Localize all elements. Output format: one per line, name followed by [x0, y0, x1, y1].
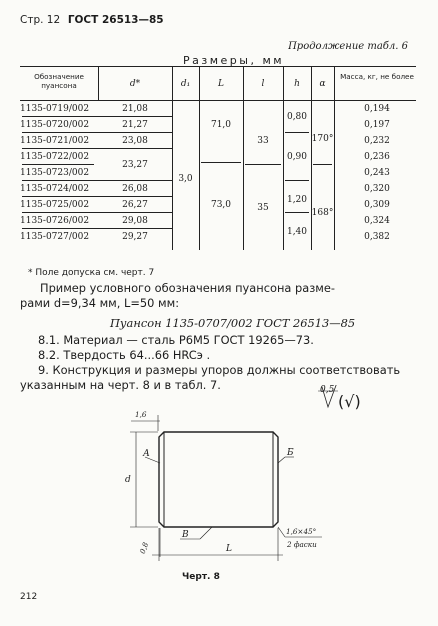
col-header-l: l — [261, 79, 265, 89]
col-header-mass: Масса, кг, не более — [340, 72, 414, 81]
clause-9-line-2: указанным на черт. 8 и в табл. 7. — [20, 378, 221, 392]
table-cell-mass: 0,236 — [364, 152, 390, 162]
example-line-1: Пример условного обозначения пуансона разме- — [40, 281, 335, 295]
table-cell-L-top: 71,0 — [210, 120, 232, 130]
table-row-designation: 1135-0726/002 — [20, 216, 90, 226]
col-header-alpha: α — [319, 79, 326, 89]
table-row-designation: 1135-0721/002 — [20, 136, 90, 146]
table-row-designation: 1135-0723/002 — [20, 168, 90, 178]
table-cell-mass: 0,324 — [364, 216, 390, 226]
example-line-2: рами d=9,34 мм, L=50 мм: — [20, 296, 180, 310]
col-header-h: h — [294, 79, 300, 89]
table-cell-d: 29,27 — [122, 232, 148, 242]
table-cell-alpha-top: 170° — [311, 134, 334, 144]
table-cell-alpha-bottom: 168° — [311, 208, 334, 218]
standard-number: ГОСТ 26513—85 — [67, 14, 164, 26]
page-number: 212 — [20, 592, 38, 602]
table-cell-d-merged: 23,27 — [122, 160, 148, 170]
chamfer-note: 2 фаски — [287, 540, 317, 549]
dimensions-table — [0, 0, 438, 270]
dim-0-8: 0,8 — [137, 541, 151, 555]
dim-1-6: 1,6 — [135, 410, 147, 419]
table-cell-L-bottom: 73,0 — [210, 200, 232, 210]
table-cell-d: 23,08 — [122, 136, 148, 146]
page-label: Стр. 12 — [20, 14, 61, 26]
figure-caption: Черт. 8 — [182, 572, 220, 582]
table-row-designation: 1135-0724/002 — [20, 184, 90, 194]
table-cell-d: 26,08 — [122, 184, 148, 194]
label-B: Б — [287, 448, 294, 458]
table-cell-mass: 0,232 — [364, 136, 390, 146]
clause-9-line-1: 9. Конструкция и размеры упоров должны соответствовать — [38, 363, 401, 377]
footnote: * Поле допуска см. черт. 7 — [28, 268, 155, 278]
table-cell-d: 21,27 — [122, 120, 148, 130]
table-row-designation: 1135-0720/002 — [20, 120, 90, 130]
label-A: А — [143, 449, 150, 459]
table-cell-d: 29,08 — [122, 216, 148, 226]
table-caption: Размеры, мм — [183, 54, 285, 67]
table-cell-mass: 0,309 — [364, 200, 390, 210]
table-cell-h: 0,80 — [286, 112, 308, 122]
dim-L: L — [226, 544, 232, 554]
roughness-paren-icon: (√) — [338, 392, 361, 411]
table-cell-d1: 3,0 — [178, 174, 193, 184]
table-cell-h: 1,40 — [286, 227, 308, 237]
clause-8-2: 8.2. Твердость 64...66 HRCэ . — [38, 348, 211, 362]
dim-d: d — [125, 475, 131, 485]
clause-8-1: 8.1. Материал — сталь Р6М5 ГОСТ 19265—73. — [38, 333, 314, 347]
col-header-d1: d₁ — [180, 79, 191, 89]
table-cell-l-top: 33 — [257, 136, 269, 146]
table-cell-mass: 0,320 — [364, 184, 390, 194]
table-cell-mass: 0,243 — [364, 168, 390, 178]
continuation-label: Продолжение табл. 6 — [288, 41, 408, 52]
table-row-designation: 1135-0719/002 — [20, 104, 90, 114]
col-header-L: L — [218, 79, 224, 89]
table-cell-h: 1,20 — [286, 195, 308, 205]
table-cell-h: 0,90 — [286, 152, 308, 162]
table-row-designation: 1135-0722/002 — [20, 152, 90, 162]
table-cell-d: 21,08 — [122, 104, 148, 114]
table-cell-mass: 0,197 — [364, 120, 390, 130]
chamfer-dim: 1,6×45° — [286, 527, 317, 536]
table-row-designation: 1135-0727/002 — [20, 232, 90, 242]
col-header-d: d* — [129, 79, 141, 89]
table-row-designation: 1135-0725/002 — [20, 200, 90, 210]
table-cell-mass: 0,382 — [364, 232, 390, 242]
roughness-value: 0,5 — [320, 385, 335, 395]
drawing-8 — [0, 385, 438, 580]
table-cell-mass: 0,194 — [364, 104, 390, 114]
table-cell-d: 26,27 — [122, 200, 148, 210]
example-designation: Пуансон 1135-0707/002 ГОСТ 26513—85 — [110, 316, 356, 330]
table-cell-l-bottom: 35 — [257, 203, 269, 213]
stop-drawing — [0, 385, 438, 580]
col-header-designation: Обозначение пуансона — [34, 72, 84, 90]
label-V: В — [182, 530, 189, 540]
